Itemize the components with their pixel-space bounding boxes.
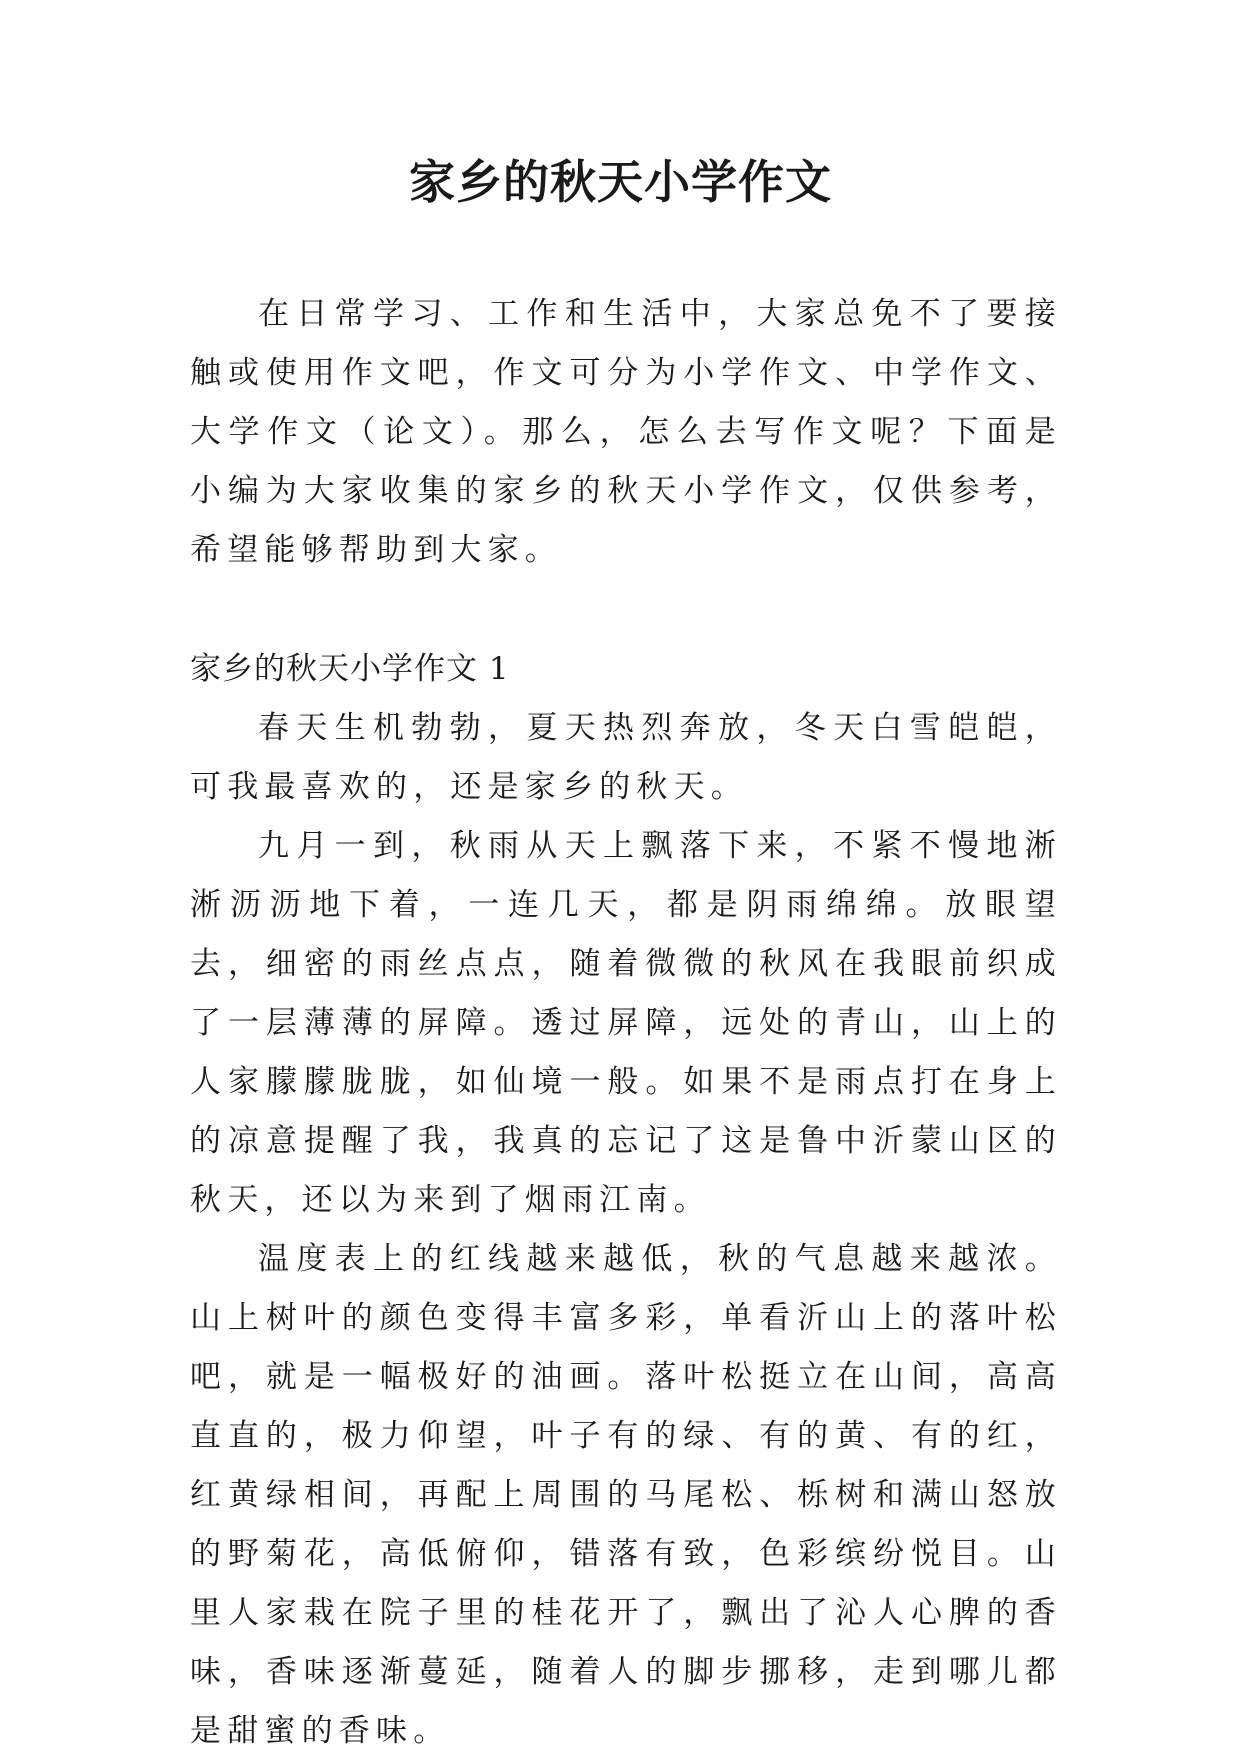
body-paragraph-1: 春天生机勃勃，夏天热烈奔放，冬天白雪皑皑，可我最喜欢的，还是家乡的秋天。 (190, 710, 1062, 805)
document-body (190, 285, 1062, 1761)
body-paragraph-2: 九月一到，秋雨从天上飘落下来，不紧不慢地淅淅沥沥地下着，一连几天，都是阴雨绵绵。放眼望去，细密的雨丝点点，随着微微的秋风在我眼前织成了一层薄薄的屏障。透过屏障，远处的青山，山上的人家朦朦胧胧，如仙境一般。如果不是雨点打在身上的凉意提醒了我，我真的忘记了这是鲁中沂蒙山区的秋天，还以为来到了烟雨江南。 (190, 828, 1062, 1218)
intro-paragraph: 在日常学习、工作和生活中，大家总免不了要接触或使用作文吧，作文可分为小学作文、中学作文、大学作文（论文）。那么，怎么去写作文呢？下面是小编为大家收集的家乡的秋天小学作文，仅供参考，希望能够帮助到大家。 (190, 296, 1062, 568)
body-paragraph-3: 温度表上的红线越来越低，秋的气息越来越浓。山上树叶的颜色变得丰富多彩，单看沂山上的落叶松吧，就是一幅极好的油画。落叶松挺立在山间，高高直直的，极力仰望，叶子有的绿、有的黄、有的红，红黄绿相间，再配上周围的马尾松、栎树和满山怒放的野菊花，高低俯仰，错落有致，色彩缤纷悦目。山里人家栽在院子里的桂花开了，飘出了沁人心脾的香味，香味逐渐蔓延，随着人的脚步挪移，走到哪儿都是甜蜜的香味。 (190, 1241, 1062, 1749)
document-title: 家乡的秋天小学作文 (409, 155, 832, 209)
section-heading: 家乡的秋天小学作文 1 (190, 651, 510, 687)
